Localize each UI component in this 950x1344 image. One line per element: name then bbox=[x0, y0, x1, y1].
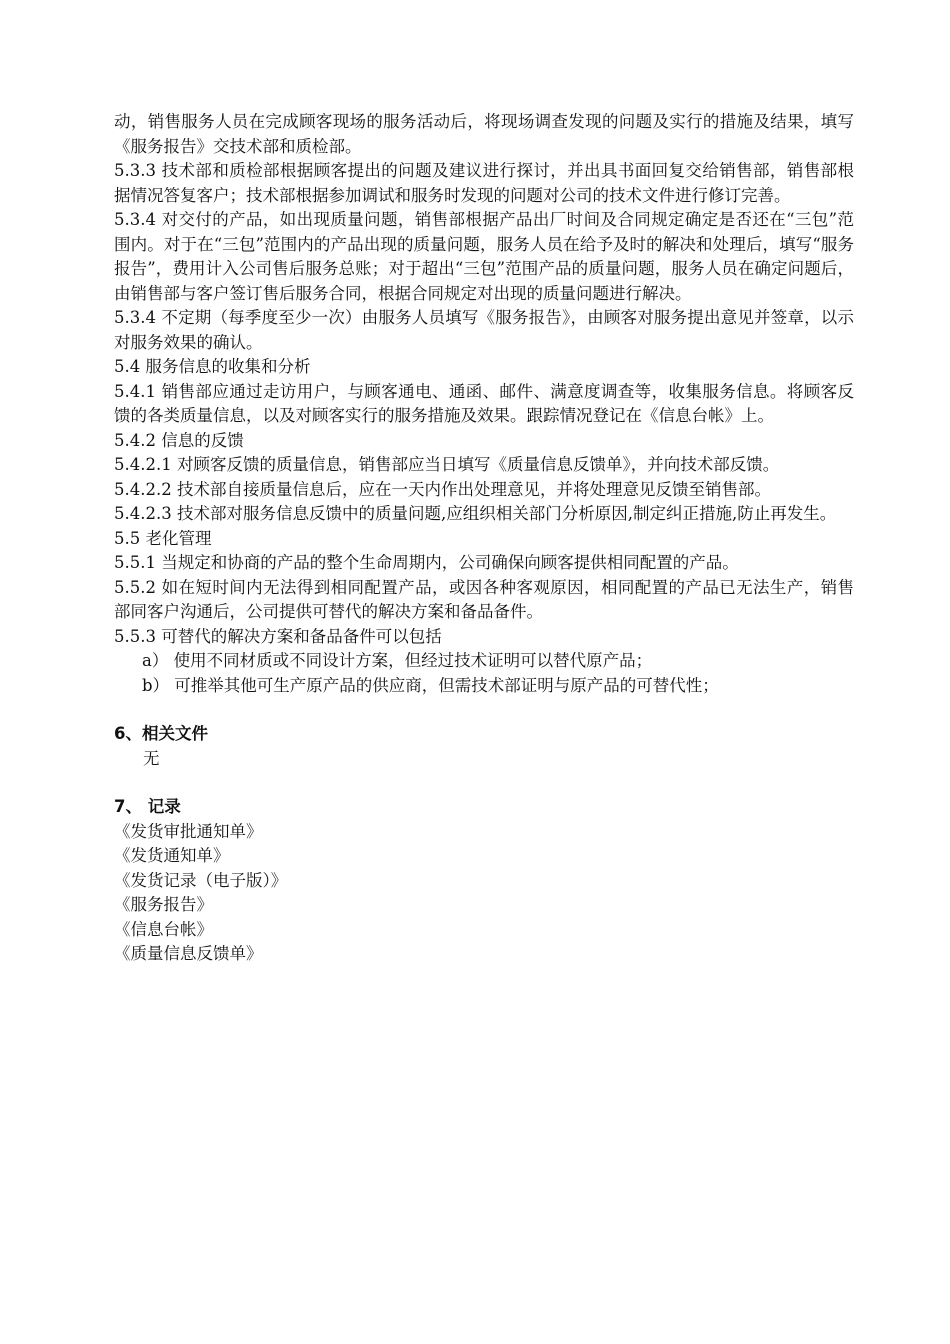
paragraph-5-4-2: 5.4.2 信息的反馈 bbox=[114, 430, 244, 450]
section-6-heading: 6、相关文件 bbox=[114, 724, 208, 743]
spacer bbox=[114, 771, 854, 795]
paragraph-5-3-4-b: 5.3.4 不定期（每季度至少一次）由服务人员填写《服务报告》，由顾客对服务提出意见并签章，以示对服务效果的确认。 bbox=[114, 308, 854, 352]
paragraph-5-4-2-3: 5.4.2.3 技术部对服务信息反馈中的质量问题,应组织相关部门分析原因,制定纠正措施,防止再发生。 bbox=[114, 504, 837, 523]
paragraph-5-4-1: 5.4.1 销售部应通过走访用户，与顾客通电、通函、邮件、满意度调查等，收集服务信息。将顾客反馈的各类质量信息，以及对顾客实行的服务措施及效果。跟踪情况登记在《信息台帐》上。 bbox=[114, 381, 854, 425]
section-7-heading: 7、 记录 bbox=[114, 797, 181, 816]
document-body bbox=[114, 110, 854, 967]
paragraph-5-4: 5.4 服务信息的收集和分析 bbox=[114, 357, 311, 376]
paragraph-continuation: 动，销售服务人员在完成顾客现场的服务活动后，将现场调查发现的问题及实行的措施及结果，填写《服务报告》交技术部和质检部。 bbox=[114, 112, 854, 156]
record-item: 《发货通知单》 bbox=[114, 846, 230, 865]
list-item-b: b） 可推举其他可生产原产品的供应商，但需技术部证明与原产品的可替代性； bbox=[142, 675, 719, 695]
list-item-a: a） 使用不同材质或不同设计方案，但经过技术证明可以替代原产品； bbox=[142, 651, 653, 670]
spacer bbox=[114, 698, 854, 722]
paragraph-5-4-2-1: 5.4.2.1 对顾客反馈的质量信息，销售部应当日填写《质量信息反馈单》，并向技术部反馈。 bbox=[114, 455, 780, 474]
paragraph-5-3-4-a: 5.3.4 对交付的产品，如出现质量问题，销售部根据产品出厂时间及合同规定确定是否还在“三包”范围内。对于在“三包”范围内的产品出现的质量问题，服务人员在给予及时的解决和处理后，填写“服务报告”，费用计入公司售后服务总账；对于超出“三包”范围产品的质量问题，服务人员在确定问题后，由销售部与客户签订售后服务合同，根据合同规定对出现的质量问题进行解决。 bbox=[114, 210, 854, 303]
record-item: 《服务报告》 bbox=[114, 895, 213, 914]
paragraph-5-5-1: 5.5.1 当规定和协商的产品的整个生命周期内，公司确保向顾客提供相同配置的产品。 bbox=[114, 553, 739, 572]
paragraph-5-5-3: 5.5.3 可替代的解决方案和备品备件可以包括 bbox=[114, 626, 442, 646]
section-6-body: 无 bbox=[143, 748, 160, 768]
record-item: 《质量信息反馈单》 bbox=[114, 944, 263, 963]
record-item: 《发货记录（电子版）》 bbox=[114, 870, 288, 890]
paragraph-5-3-3: 5.3.3 技术部和质检部根据顾客提出的问题及建议进行探讨，并出具书面回复交给销售部，销售部根据情况答复客户；技术部根据参加调试和服务时发现的问题对公司的技术文件进行修订完善。 bbox=[114, 161, 854, 205]
paragraph-5-5-2: 5.5.2 如在短时间内无法得到相同配置产品，或因各种客观原因，相同配置的产品已无法生产，销售部同客户沟通后，公司提供可替代的解决方案和备品备件。 bbox=[114, 577, 854, 621]
paragraph-5-4-2-2: 5.4.2.2 技术部自接质量信息后，应在一天内作出处理意见，并将处理意见反馈至销售部。 bbox=[114, 479, 771, 499]
paragraph-5-5: 5.5 老化管理 bbox=[114, 528, 212, 548]
record-item: 《信息台帐》 bbox=[114, 919, 213, 939]
record-item: 《发货审批通知单》 bbox=[114, 821, 263, 841]
